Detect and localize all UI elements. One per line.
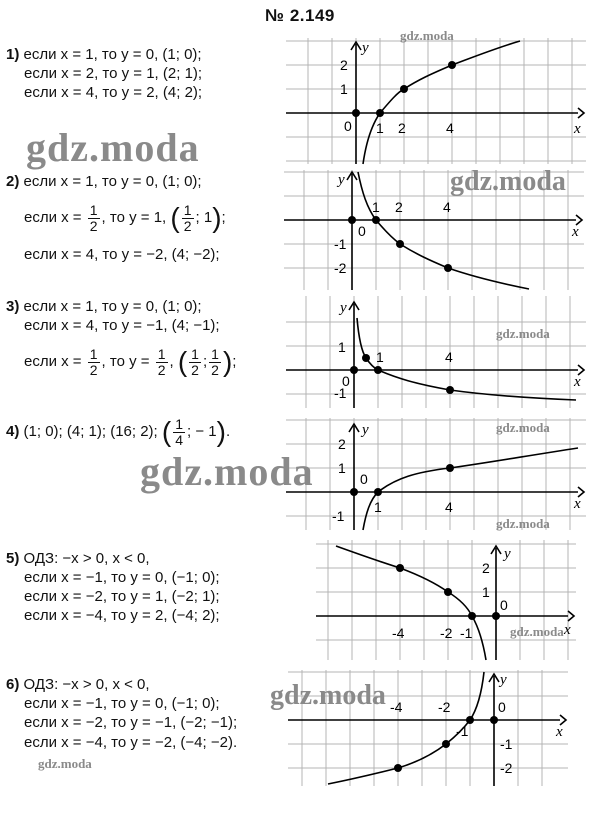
graph-6-xtick-m1: -1: [456, 723, 469, 739]
p2-line-2: [24, 200, 226, 236]
graph-3: [286, 296, 586, 408]
graph-2-xtick-1: 1: [372, 199, 380, 215]
graph-2-point-2-m1: [396, 240, 404, 248]
graph-2-point-4-m2: [444, 264, 452, 272]
graph-5-point-origin: [492, 612, 500, 620]
p3-line-2: если x = 4, то y = −1, (4; −1);: [24, 317, 220, 334]
graph-2-ytick-m1: -1: [334, 236, 347, 252]
graph-1: [286, 38, 586, 164]
graph-3-x-label: x: [574, 374, 581, 390]
p6-line-2: если x = −1, то y = 0, (−1; 0);: [24, 695, 220, 712]
graph-3-point-half-half: [362, 354, 370, 362]
graph-6-point-origin: [490, 716, 498, 724]
p3-text-1: если x = 1, то y = 0, (1; 0);: [23, 298, 202, 315]
graph-1-point-1-0: [376, 109, 384, 117]
p4-end: .: [225, 423, 231, 440]
graph-4-origin-label: 0: [360, 471, 368, 487]
p6-text-1: ОДЗ: −x > 0, x < 0,: [23, 676, 150, 693]
graph-5-origin-label: 0: [500, 597, 508, 613]
graph-1-xtick-2: 2: [398, 120, 406, 136]
watermark-medium-2: gdz.moda: [270, 680, 386, 711]
graph-5-xtick-m1: -1: [460, 625, 473, 641]
p1-number: 1): [6, 46, 20, 63]
graph-1-point-2-1: [400, 85, 408, 93]
graph-6-xtick-m2: -2: [438, 699, 451, 715]
watermark-large-1: gdz.moda: [26, 125, 200, 170]
graph-1-point-origin: [352, 109, 360, 117]
graph-6-ytick-m1: -1: [500, 736, 513, 752]
p2-pair-b: ; 1: [195, 209, 213, 226]
watermark-small-1: gdz.moda: [400, 28, 454, 43]
graph-1-grid: [286, 38, 586, 164]
exercise-number: № 2.149: [265, 6, 335, 25]
p1-line-1: [6, 46, 202, 64]
p3-pf1-num: 1: [191, 345, 199, 362]
p5-text-1: ОДЗ: −x > 0, x < 0,: [23, 550, 150, 567]
p3-line3-end: ;: [232, 353, 237, 370]
watermark-large-2: gdz.moda: [140, 449, 314, 494]
graph-5-ytick-2: 2: [482, 560, 490, 576]
p3-fraction-x: [88, 347, 100, 378]
graph-3-point-1-0: [374, 366, 382, 374]
p5-line-4: если x = −4, то y = 2, (−4; 2);: [24, 607, 220, 624]
p5-number: 5): [6, 550, 20, 567]
graph-5-x-arrow: [568, 611, 574, 621]
graph-5-y-label: y: [504, 546, 511, 562]
p3-number: 3): [6, 298, 20, 315]
p2-text-1: если x = 1, то y = 0, (1; 0);: [23, 173, 202, 190]
graph-5-grid: [316, 540, 576, 660]
p3-close-paren: ): [222, 346, 233, 378]
graph-2-y-label: y: [338, 172, 345, 188]
watermark-small-3: gdz.moda: [496, 420, 550, 435]
graph-1-xtick-4: 4: [446, 120, 454, 136]
graph-4-xtick-4: 4: [445, 499, 453, 515]
graph-6-x-label: x: [556, 724, 563, 740]
p3-pair-sep: ;: [202, 353, 208, 370]
graph-4-ytick-1: 1: [338, 460, 346, 476]
watermark-small-6: gdz.moda: [38, 756, 92, 771]
watermark-small-5: gdz.moda: [510, 624, 564, 639]
graph-3-ytick-m1: -1: [334, 385, 347, 401]
p4-frac-num: 1: [175, 415, 184, 432]
watermark-medium-1: gdz.moda: [450, 166, 566, 197]
p3-fx-den: 2: [89, 361, 98, 378]
graph-2-xtick-4: 4: [443, 199, 451, 215]
graph-6-y-label: y: [500, 672, 507, 688]
graph-1-x-arrow: [578, 108, 584, 118]
p3-text-3a: если x =: [24, 353, 82, 370]
p2-frac-den: 2: [89, 217, 98, 234]
p5-line-1: [6, 550, 150, 568]
p4-text: (1; 0); (4; 1); (16; 2);: [23, 423, 158, 440]
graph-5-ytick-1: 1: [482, 584, 490, 600]
graph-4-point-origin: [350, 488, 358, 496]
graph-3-y-label: y: [340, 300, 347, 316]
p2-frac-num: 1: [89, 201, 98, 218]
graph-5-point-m2-1: [444, 588, 452, 596]
p2-line-1: [6, 173, 202, 191]
graph-5-point-m1-0: [468, 612, 476, 620]
p3-pf2-num: 1: [211, 345, 219, 362]
graph-1-point-4-2: [448, 61, 456, 69]
p3-pf2-den: 2: [211, 361, 219, 378]
p2-pair-frac-den: 2: [183, 217, 192, 234]
graph-5-xtick-m2: -2: [440, 625, 453, 641]
graph-6-point-m4-m2: [394, 764, 402, 772]
p4-line-1: [6, 414, 230, 450]
graph-4-ytick-2: 2: [338, 436, 346, 452]
graph-1-ytick-1: 1: [340, 81, 348, 97]
p3-pair-frac-1: [189, 347, 201, 378]
p2-number: 2): [6, 173, 20, 190]
watermark-small-2: gdz.moda: [496, 326, 550, 341]
p5-line-2: если x = −1, то y = 0, (−1; 0);: [24, 569, 220, 586]
graph-1-y-label: y: [362, 40, 369, 56]
p3-fy-num: 1: [157, 345, 166, 362]
graph-4-ytick-m1: -1: [332, 508, 345, 524]
graph-5-curve: [336, 546, 486, 660]
graph-4-xtick-1: 1: [374, 499, 382, 515]
graph-1-origin-label: 0: [344, 118, 352, 134]
p2-text-2a: если x =: [24, 209, 82, 226]
graph-3-point-origin: [350, 366, 358, 374]
graph-3-grid: [286, 296, 586, 408]
p3-text-3c: ,: [169, 353, 174, 370]
p4-frac-den: 4: [175, 431, 184, 448]
p2-fraction: [88, 203, 100, 234]
graph-1-curve: [363, 41, 520, 164]
p4-close-paren: ): [216, 416, 226, 448]
graph-4-point-1-0: [374, 488, 382, 496]
p4-open-paren: (: [161, 416, 172, 448]
p6-line-3: если x = −2, то y = −1, (−2; −1);: [24, 714, 238, 731]
p5-line-3: если x = −2, то y = 1, (−2; 1);: [24, 588, 220, 605]
graph-2-xtick-2: 2: [395, 199, 403, 215]
p3-fx-num: 1: [89, 345, 98, 362]
graph-1-ytick-2: 2: [340, 57, 348, 73]
graph-3-point-4-m1: [446, 386, 454, 394]
p6-line-4: если x = −4, то y = −2, (−4; −2).: [24, 734, 238, 751]
p2-pair-fraction: [182, 203, 194, 234]
graph-3-xtick-4: 4: [445, 349, 453, 365]
p3-line-1: [6, 298, 202, 316]
p6-number: 6): [6, 676, 20, 693]
graph-3-ytick-1: 1: [338, 339, 346, 355]
graph-5-xtick-m4: -4: [392, 625, 405, 641]
p3-open-paren: (: [177, 346, 188, 378]
p2-open-paren: (: [170, 202, 180, 234]
graph-4-x-label: x: [574, 496, 581, 512]
p4-pair-b: ; − 1: [187, 423, 217, 440]
p1-text-1: если x = 1, то y = 0, (1; 0);: [23, 46, 202, 63]
p4-fraction: [173, 417, 185, 448]
p2-close-paren: ): [212, 202, 222, 234]
graph-2-origin-label: 0: [358, 223, 366, 239]
p4-number: 4): [6, 423, 20, 440]
graph-4-point-4-1: [446, 464, 454, 472]
graph-6-origin-label: 0: [498, 699, 506, 715]
p2-text-2b: , то y = 1,: [101, 209, 167, 226]
graph-2-point-1-0: [372, 216, 380, 224]
p6-line-1: [6, 676, 150, 694]
graph-6-ytick-m2: -2: [500, 760, 513, 776]
p3-line-3: [24, 344, 236, 380]
p3-pf1-den: 2: [191, 361, 199, 378]
p3-fy-den: 2: [157, 361, 166, 378]
graph-4-y-label: y: [362, 422, 369, 438]
graph-2-point-origin: [348, 216, 356, 224]
graph-6-xtick-m4: -4: [390, 699, 403, 715]
p1-line-2: если x = 2, то y = 1, (2; 1);: [24, 65, 203, 82]
graph-1-x-label: x: [574, 121, 581, 137]
p3-fraction-y: [156, 347, 168, 378]
graph-6-point-m2-m1: [442, 740, 450, 748]
p1-line-3: если x = 4, то y = 2, (4; 2);: [24, 84, 203, 101]
p3-text-3b: , то y =: [101, 353, 150, 370]
graph-5-point-m4-2: [396, 564, 404, 572]
p2-line2-end: ;: [221, 209, 226, 226]
graph-5: [316, 540, 576, 660]
watermark-small-4: gdz.moda: [496, 516, 550, 531]
graph-3-origin-label: 0: [342, 373, 350, 389]
graph-1-xtick-1: 1: [376, 120, 384, 136]
graph-5-x-label: x: [564, 622, 571, 638]
graph-2-x-label: x: [572, 224, 579, 240]
graph-3-xtick-1: 1: [376, 349, 384, 365]
graph-2-ytick-m2: -2: [334, 260, 347, 276]
p3-pair-frac-2: [209, 347, 221, 378]
p2-pair-frac-num: 1: [183, 201, 192, 218]
p2-line-3: если x = 4, то y = −2, (4; −2);: [24, 246, 220, 263]
